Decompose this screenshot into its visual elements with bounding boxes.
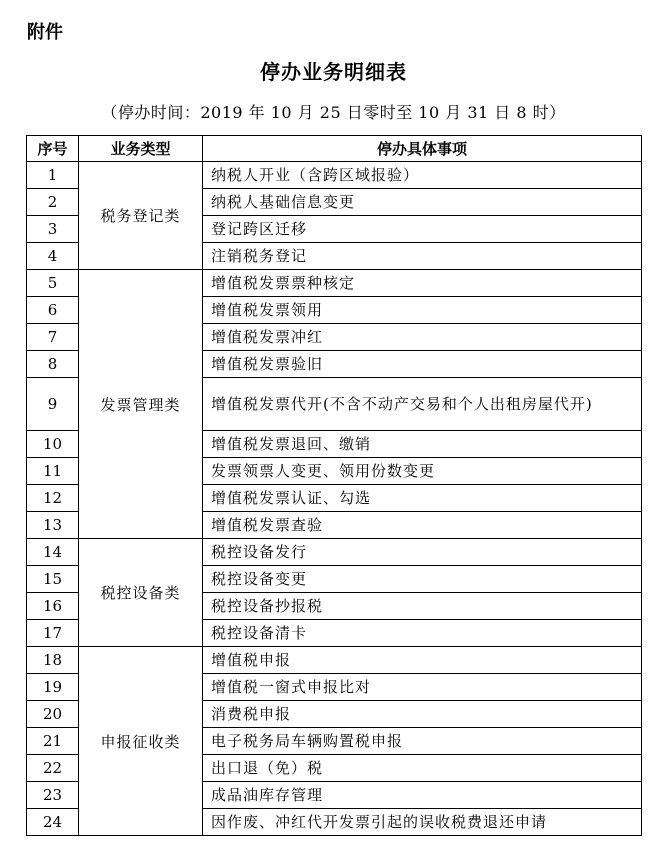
header-type: 业务类型 bbox=[79, 136, 203, 162]
row-number: 14 bbox=[27, 539, 79, 566]
row-number: 6 bbox=[27, 297, 79, 324]
item-cell: 增值税一窗式申报比对 bbox=[203, 674, 642, 701]
item-cell: 因作废、冲红代开发票引起的误收税费退还申请 bbox=[203, 809, 642, 836]
table-row bbox=[27, 270, 642, 297]
item-cell: 消费税申报 bbox=[203, 701, 642, 728]
item-cell: 税控设备清卡 bbox=[203, 620, 642, 647]
category-cell: 申报征收类 bbox=[79, 647, 203, 836]
category-cell: 税控设备类 bbox=[79, 539, 203, 647]
item-cell: 增值税发票认证、勾选 bbox=[203, 485, 642, 512]
item-cell: 税控设备抄报税 bbox=[203, 593, 642, 620]
header-no: 序号 bbox=[27, 136, 79, 162]
row-number: 5 bbox=[27, 270, 79, 297]
item-cell: 税控设备发行 bbox=[203, 539, 642, 566]
row-number: 17 bbox=[27, 620, 79, 647]
item-cell: 增值税发票退回、缴销 bbox=[203, 431, 642, 458]
item-cell: 发票领票人变更、领用份数变更 bbox=[203, 458, 642, 485]
row-number: 23 bbox=[27, 782, 79, 809]
suspension-period: （停办时间：2019 年 10 月 25 日零时至 10 月 31 日 8 时） bbox=[101, 103, 566, 122]
row-number: 13 bbox=[27, 512, 79, 539]
row-number: 16 bbox=[27, 593, 79, 620]
row-number: 24 bbox=[27, 809, 79, 836]
item-cell: 税控设备变更 bbox=[203, 566, 642, 593]
table-row bbox=[27, 647, 642, 674]
item-cell: 增值税发票领用 bbox=[203, 297, 642, 324]
row-number: 10 bbox=[27, 431, 79, 458]
row-number: 1 bbox=[27, 162, 79, 189]
document-title: 停办业务明细表 bbox=[260, 60, 407, 84]
item-cell: 增值税发票查验 bbox=[203, 512, 642, 539]
item-cell: 增值税申报 bbox=[203, 647, 642, 674]
table-row bbox=[27, 162, 642, 189]
item-cell: 增值税发票代开(不含不动产交易和个人出租房屋代开) bbox=[203, 378, 642, 431]
attachment-label: 附件 bbox=[27, 22, 63, 43]
row-number: 7 bbox=[27, 324, 79, 351]
category-cell: 税务登记类 bbox=[79, 162, 203, 270]
item-cell: 成品油库存管理 bbox=[203, 782, 642, 809]
item-cell: 纳税人基础信息变更 bbox=[203, 189, 642, 216]
row-number: 9 bbox=[27, 378, 79, 431]
suspended-services-table bbox=[26, 135, 642, 836]
row-number: 21 bbox=[27, 728, 79, 755]
row-number: 4 bbox=[27, 243, 79, 270]
row-number: 2 bbox=[27, 189, 79, 216]
item-cell: 增值税发票冲红 bbox=[203, 324, 642, 351]
item-cell: 电子税务局车辆购置税申报 bbox=[203, 728, 642, 755]
item-cell: 注销税务登记 bbox=[203, 243, 642, 270]
item-cell: 纳税人开业（含跨区域报验） bbox=[203, 162, 642, 189]
row-number: 3 bbox=[27, 216, 79, 243]
row-number: 18 bbox=[27, 647, 79, 674]
item-cell: 增值税发票验旧 bbox=[203, 351, 642, 378]
item-cell: 增值税发票票种核定 bbox=[203, 270, 642, 297]
table-row bbox=[27, 539, 642, 566]
item-cell: 出口退（免）税 bbox=[203, 755, 642, 782]
row-number: 20 bbox=[27, 701, 79, 728]
row-number: 12 bbox=[27, 485, 79, 512]
header-item: 停办具体事项 bbox=[203, 136, 642, 162]
row-number: 8 bbox=[27, 351, 79, 378]
row-number: 19 bbox=[27, 674, 79, 701]
row-number: 11 bbox=[27, 458, 79, 485]
row-number: 22 bbox=[27, 755, 79, 782]
table-header-row bbox=[27, 136, 642, 162]
category-cell: 发票管理类 bbox=[79, 270, 203, 539]
row-number: 15 bbox=[27, 566, 79, 593]
item-cell: 登记跨区迁移 bbox=[203, 216, 642, 243]
